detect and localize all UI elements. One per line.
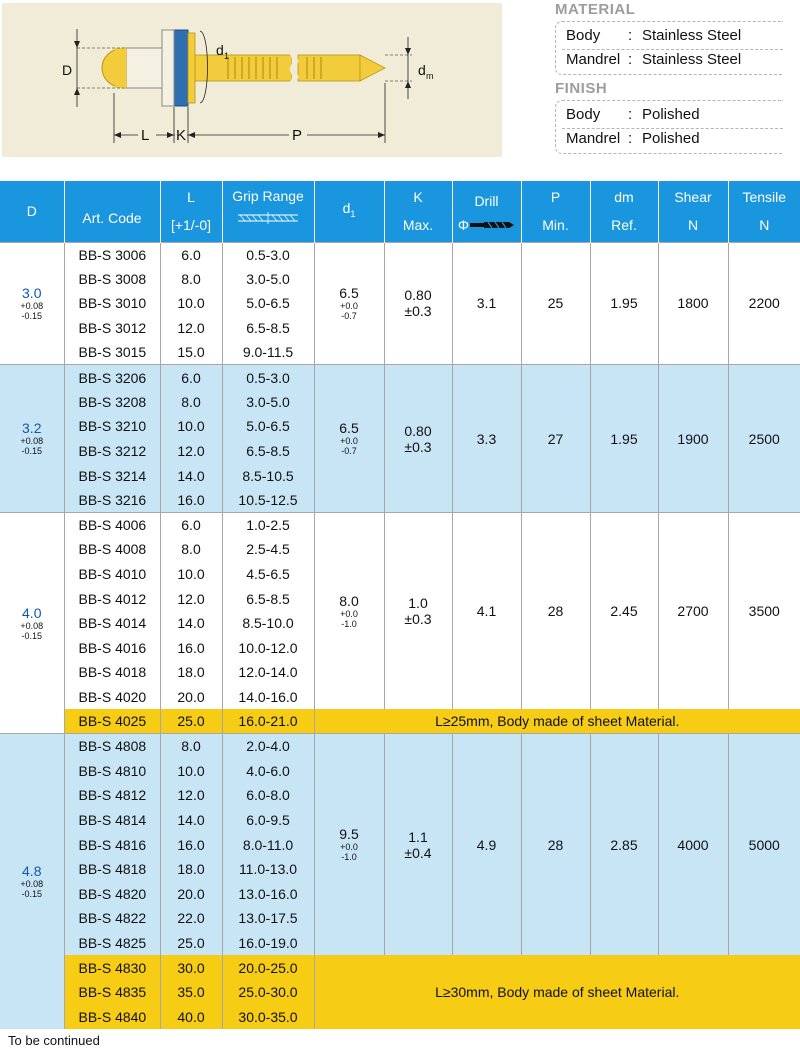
art-code: BB-S 4835 xyxy=(64,980,160,1005)
finish-body-key: Body xyxy=(566,106,601,123)
grip-range: 9.0-11.5 xyxy=(222,340,314,365)
finish-row-body xyxy=(566,103,783,127)
art-code: BB-S 4812 xyxy=(64,783,160,808)
header-drill: Drill Φ xyxy=(452,181,521,242)
dm-cell: 2.85 xyxy=(590,734,658,955)
art-code: BB-S 4808 xyxy=(64,734,160,759)
drill-cell: 3.3 xyxy=(452,365,521,513)
finish-divider xyxy=(562,128,783,129)
length: 14.0 xyxy=(160,463,222,488)
art-code: BB-S 4006 xyxy=(64,513,160,538)
art-code: BB-S 3206 xyxy=(64,365,160,390)
dm-cell: 1.95 xyxy=(590,365,658,513)
grip-range: 20.0-25.0 xyxy=(222,955,314,980)
material-section xyxy=(555,1,783,75)
grip-range: 6.5-8.5 xyxy=(222,586,314,611)
material-title: MATERIAL xyxy=(555,1,636,18)
art-code: BB-S 4825 xyxy=(64,931,160,956)
rivet-diagram xyxy=(2,3,502,157)
k-cell: 1.1 ±0.4 xyxy=(384,734,452,955)
grip-range: 4.5-6.5 xyxy=(222,562,314,587)
art-code: BB-S 3010 xyxy=(64,291,160,316)
length: 12.0 xyxy=(160,439,222,464)
grip-range: 8.0-11.0 xyxy=(222,832,314,857)
art-code: BB-S 3208 xyxy=(64,390,160,415)
length: 12.0 xyxy=(160,783,222,808)
grip-range: 5.0-6.5 xyxy=(222,291,314,316)
table-row-sheet-material xyxy=(0,955,800,980)
tensile-cell: 2500 xyxy=(728,365,800,513)
continued-note: To be continued xyxy=(8,1033,100,1048)
grip-range: 16.0-21.0 xyxy=(222,709,314,734)
art-code: BB-S 4818 xyxy=(64,857,160,882)
grip-range: 6.5-8.5 xyxy=(222,316,314,341)
grip-range: 6.5-8.5 xyxy=(222,439,314,464)
tensile-cell: 3500 xyxy=(728,513,800,710)
art-code: BB-S 3216 xyxy=(64,488,160,513)
group-4-8 xyxy=(0,734,800,1029)
length: 10.0 xyxy=(160,291,222,316)
K-label: K xyxy=(176,127,187,144)
dm-label: d xyxy=(418,62,426,78)
art-code: BB-S 4018 xyxy=(64,660,160,685)
length: 25.0 xyxy=(160,931,222,956)
art-code: BB-S 4810 xyxy=(64,758,160,783)
table-row xyxy=(0,734,800,759)
length: 8.0 xyxy=(160,267,222,292)
art-code: BB-S 4840 xyxy=(64,1004,160,1029)
art-code: BB-S 3015 xyxy=(64,340,160,365)
p-cell: 28 xyxy=(521,734,590,955)
art-code: BB-S 4014 xyxy=(64,611,160,636)
length: 10.0 xyxy=(160,562,222,587)
k-cell: 0.80 ±0.3 xyxy=(384,242,452,365)
art-code: BB-S 4814 xyxy=(64,808,160,833)
dm-subscript: m xyxy=(426,71,434,81)
d1-cell: 6.5 +0.0 -0.7 xyxy=(314,242,384,365)
length: 6.0 xyxy=(160,365,222,390)
group-3-0 xyxy=(0,242,800,365)
shear-cell: 2700 xyxy=(658,513,728,710)
grip-range: 5.0-6.5 xyxy=(222,414,314,439)
art-code: BB-S 4830 xyxy=(64,955,160,980)
grip-range: 6.0-8.0 xyxy=(222,783,314,808)
finish-mandrel-key: Mandrel xyxy=(566,130,621,147)
grip-range: 2.5-4.5 xyxy=(222,537,314,562)
length: 12.0 xyxy=(160,316,222,341)
d1-subscript: 1 xyxy=(224,51,230,61)
finish-body-value: Polished xyxy=(642,106,700,123)
drill-bit-icon xyxy=(469,220,515,230)
length: 6.0 xyxy=(160,513,222,538)
table-row xyxy=(0,365,800,390)
finish-title: FINISH xyxy=(555,80,608,97)
header-L: L [+1/-0] xyxy=(160,181,222,242)
art-code: BB-S 3212 xyxy=(64,439,160,464)
art-code: BB-S 4816 xyxy=(64,832,160,857)
material-row-body xyxy=(566,24,783,48)
length: 14.0 xyxy=(160,808,222,833)
header-art-code: Art. Code xyxy=(64,181,160,242)
header-D: D xyxy=(0,181,64,242)
grip-range: 0.5-3.0 xyxy=(222,242,314,267)
grip-range: 10.0-12.0 xyxy=(222,636,314,661)
length: 8.0 xyxy=(160,537,222,562)
diameter-cell: 3.0 +0.08 -0.15 xyxy=(0,242,64,365)
tensile-cell: 5000 xyxy=(728,734,800,955)
header-shear: Shear N xyxy=(658,181,728,242)
art-code: BB-S 4008 xyxy=(64,537,160,562)
shear-cell: 1800 xyxy=(658,242,728,365)
material-mandrel-colon: : xyxy=(628,51,633,68)
shear-cell: 1900 xyxy=(658,365,728,513)
p-cell: 27 xyxy=(521,365,590,513)
grip-range: 30.0-35.0 xyxy=(222,1004,314,1029)
length: 10.0 xyxy=(160,758,222,783)
material-body-value: Stainless Steel xyxy=(642,27,742,44)
d1-cell: 9.5 +0.0 -1.0 xyxy=(314,734,384,955)
grip-range-icon xyxy=(236,212,300,224)
grip-range: 3.0-5.0 xyxy=(222,267,314,292)
length: 16.0 xyxy=(160,832,222,857)
diameter-cell: 3.2 +0.08 -0.15 xyxy=(0,365,64,513)
art-code: BB-S 4025 xyxy=(64,709,160,734)
table-header-row xyxy=(0,181,800,242)
length: 8.0 xyxy=(160,734,222,759)
finish-body-colon: : xyxy=(628,106,633,123)
art-code: BB-S 4016 xyxy=(64,636,160,661)
group-4-0 xyxy=(0,513,800,734)
drill-cell: 4.1 xyxy=(452,513,521,710)
grip-range: 14.0-16.0 xyxy=(222,685,314,710)
rivet-drawing xyxy=(2,3,502,157)
grip-range: 13.0-17.5 xyxy=(222,906,314,931)
grip-range: 2.0-4.0 xyxy=(222,734,314,759)
material-box xyxy=(555,21,783,75)
art-code: BB-S 3006 xyxy=(64,242,160,267)
L-label: L xyxy=(141,127,150,144)
table-row xyxy=(0,513,800,538)
length: 30.0 xyxy=(160,955,222,980)
table-row xyxy=(0,242,800,267)
length: 40.0 xyxy=(160,1004,222,1029)
finish-row-mandrel xyxy=(566,127,783,151)
group-3-2 xyxy=(0,365,800,513)
header-K: K Max. xyxy=(384,181,452,242)
art-code: BB-S 3210 xyxy=(64,414,160,439)
sheet-material-note: L≥25mm, Body made of sheet Material. xyxy=(314,709,800,734)
grip-range: 8.5-10.5 xyxy=(222,463,314,488)
material-body-colon: : xyxy=(628,27,633,44)
finish-box xyxy=(555,100,783,154)
finish-mandrel-colon: : xyxy=(628,130,633,147)
header-d1: $d_1$ xyxy=(314,181,384,242)
phi-symbol: Φ xyxy=(457,217,470,234)
finish-mandrel-value: Polished xyxy=(642,130,700,147)
D-label: D xyxy=(62,62,73,78)
grip-range: 10.5-12.5 xyxy=(222,488,314,513)
art-code: BB-S 3214 xyxy=(64,463,160,488)
finish-section xyxy=(555,80,783,154)
dm-cell: 1.95 xyxy=(590,242,658,365)
length: 6.0 xyxy=(160,242,222,267)
grip-range: 8.5-10.0 xyxy=(222,611,314,636)
length: 10.0 xyxy=(160,414,222,439)
length: 8.0 xyxy=(160,390,222,415)
header-grip-range: Grip Range xyxy=(222,181,314,242)
length: 20.0 xyxy=(160,685,222,710)
d1-label: d xyxy=(216,42,224,58)
length: 12.0 xyxy=(160,586,222,611)
art-code: BB-S 4012 xyxy=(64,586,160,611)
grip-range: 6.0-9.5 xyxy=(222,808,314,833)
length: 25.0 xyxy=(160,709,222,734)
drill-cell: 3.1 xyxy=(452,242,521,365)
dm-cell: 2.45 xyxy=(590,513,658,710)
grip-range: 3.0-5.0 xyxy=(222,390,314,415)
drill-cell: 4.9 xyxy=(452,734,521,955)
length: 16.0 xyxy=(160,488,222,513)
art-code: BB-S 3012 xyxy=(64,316,160,341)
header-P: P Min. xyxy=(521,181,590,242)
d1-cell: 6.5 +0.0 -0.7 xyxy=(314,365,384,513)
grip-range: 25.0-30.0 xyxy=(222,980,314,1005)
sheet-material-note: L≥30mm, Body made of sheet Material. xyxy=(314,955,800,1029)
grip-range: 4.0-6.0 xyxy=(222,758,314,783)
art-code: BB-S 4020 xyxy=(64,685,160,710)
length: 22.0 xyxy=(160,906,222,931)
material-mandrel-value: Stainless Steel xyxy=(642,51,742,68)
art-code: BB-S 4822 xyxy=(64,906,160,931)
shear-cell: 4000 xyxy=(658,734,728,955)
length: 35.0 xyxy=(160,980,222,1005)
header-tensile: Tensile N xyxy=(728,181,800,242)
grip-range: 1.0-2.5 xyxy=(222,513,314,538)
diameter-cell: 4.0 +0.08 -0.15 xyxy=(0,513,64,734)
P-label: P xyxy=(292,127,303,144)
length: 15.0 xyxy=(160,340,222,365)
material-row-mandrel xyxy=(566,48,783,72)
header-dm: dm Ref. xyxy=(590,181,658,242)
tensile-cell: 2200 xyxy=(728,242,800,365)
grip-range: 16.0-19.0 xyxy=(222,931,314,956)
length: 18.0 xyxy=(160,857,222,882)
rivet-spec-table xyxy=(0,181,800,1029)
grip-range: 13.0-16.0 xyxy=(222,881,314,906)
length: 14.0 xyxy=(160,611,222,636)
d1-cell: 8.0 +0.0 -1.0 xyxy=(314,513,384,710)
p-cell: 28 xyxy=(521,513,590,710)
art-code: BB-S 4010 xyxy=(64,562,160,587)
diameter-cell: 4.8 +0.08 -0.15 xyxy=(0,734,64,1029)
length: 16.0 xyxy=(160,636,222,661)
k-cell: 0.80 ±0.3 xyxy=(384,365,452,513)
art-code: BB-S 4820 xyxy=(64,881,160,906)
grip-range: 11.0-13.0 xyxy=(222,857,314,882)
material-body-key: Body xyxy=(566,27,601,44)
material-mandrel-key: Mandrel xyxy=(566,51,621,68)
k-cell: 1.0 ±0.3 xyxy=(384,513,452,710)
length: 20.0 xyxy=(160,881,222,906)
material-divider xyxy=(562,49,783,50)
p-cell: 25 xyxy=(521,242,590,365)
table-row-sheet-material xyxy=(0,709,800,734)
grip-range: 12.0-14.0 xyxy=(222,660,314,685)
length: 18.0 xyxy=(160,660,222,685)
grip-range: 0.5-3.0 xyxy=(222,365,314,390)
art-code: BB-S 3008 xyxy=(64,267,160,292)
